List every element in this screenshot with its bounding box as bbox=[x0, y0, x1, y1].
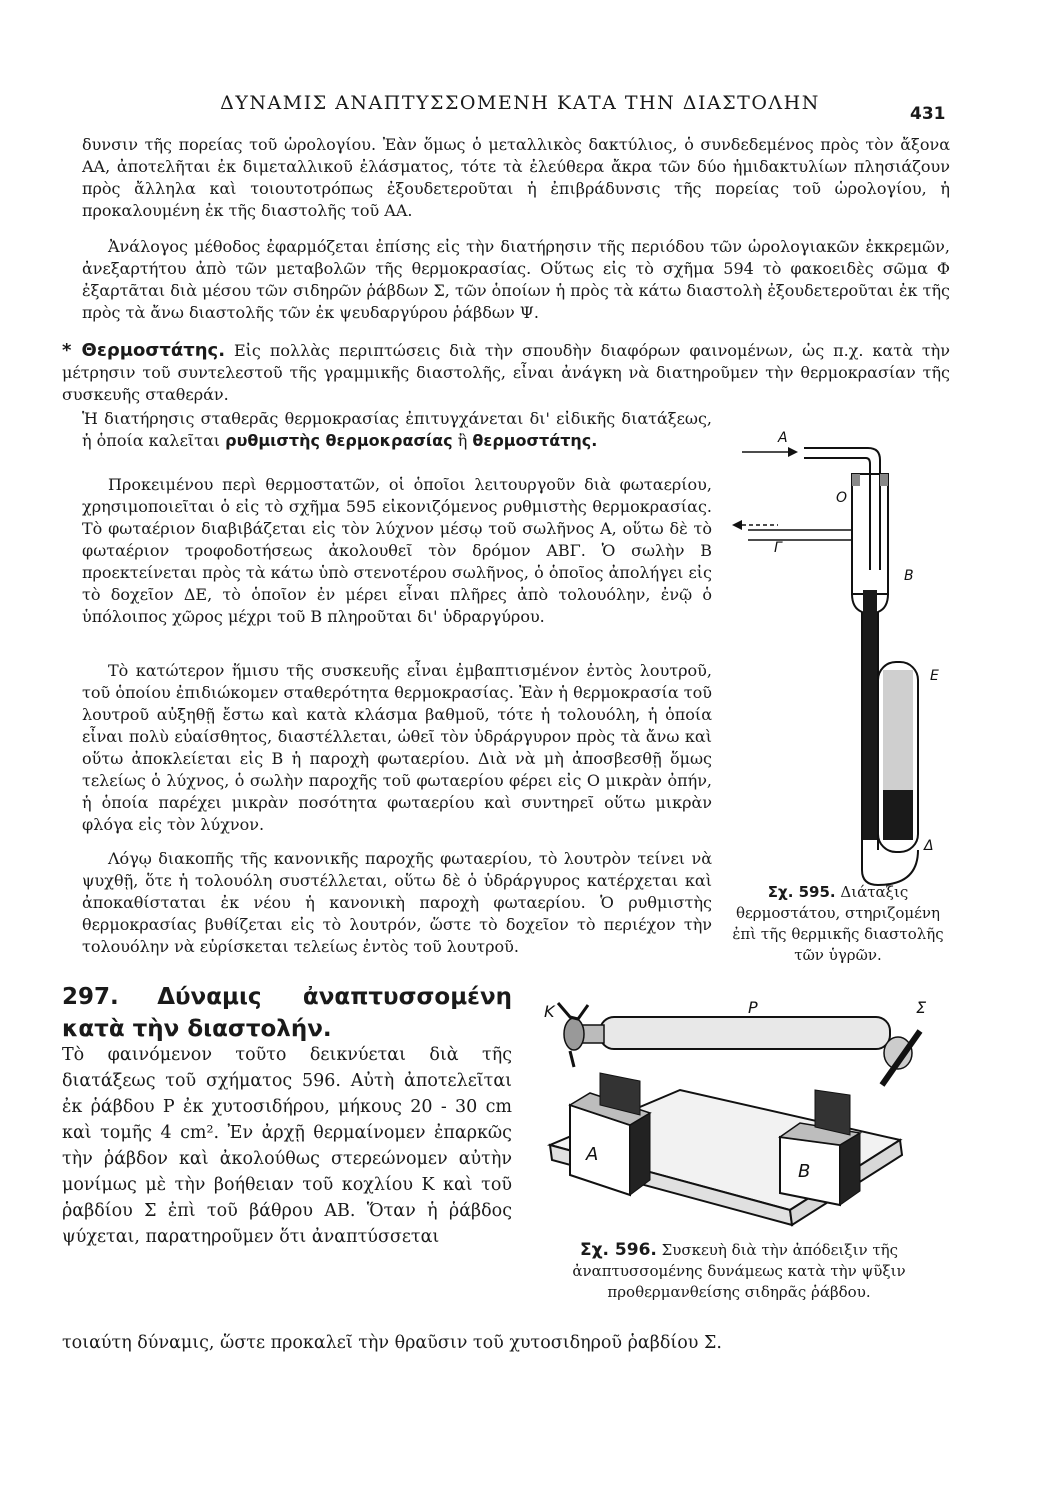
label-A: A bbox=[778, 430, 788, 446]
paragraph-thermostat-intro bbox=[62, 340, 950, 406]
paragraph-bath: Τὸ κατώτερον ἥμισυ τῆς συσκευῆς εἶναι ἐμβαπτισμένον ἐντὸς λουτροῦ, τοῦ ὁποίου ἐπιδιώκομεν σταθερότητα θερμοκρασίας. Ἐὰν ἡ θερμοκρασία τοῦ λουτροῦ αὐξηθῇ ἔστω καὶ κατὰ κλάσμα βαθμοῦ, τότε ἡ τολουόλη, ἡ ὁποία εἶναι πολὺ εὐαίσθητος, διαστέλλεται, ὠθεῖ τὸν ὑδράργυρον πρὸς τὰ ἄνω καὶ οὕτω ἀποκλείεται εἰς Β ἡ παροχὴ φωταερίου. Διὰ νὰ μὴ ἀποσβεσθῇ ὅμως τελείως ὁ λύχνος, ὁ σωλὴν παροχῆς τοῦ φωταερίου φέρει εἰς Ο μικρὰν ὀπήν, ἡ ὁποία παρέχει μικρὰν ποσότητα φωταερίου καὶ συντηρεῖ οὕτω μικρὰν φλόγα εἰς τὸν λύχνον. bbox=[82, 661, 712, 834]
caption-595-label: Σχ. 595. bbox=[767, 883, 836, 901]
term-thermostat: θερμοστάτης. bbox=[472, 431, 598, 450]
screw-K-wing-lower bbox=[570, 1051, 574, 1067]
paragraph-clock-intro: δυνσιν τῆς πορείας τοῦ ὡρολογίου. Ἐὰν ὅμως ὁ μεταλλικὸς δακτύλιος, ὁ συνδεδεμένος πρὸς τὸν ἄξονα ΑΑ, ἀποτελῆται ἐκ διμεταλλικοῦ ἐλάσματος, τότε τὰ ἐλεύθερα ἄκρα τῶν δύο ἡμιδακτυλίων πλησιάζουν πρὸς ἄλληλα καὶ τοιουτοτρόπως ἐξουδετεροῦται ἡ ἐπιβράδυνσις τῆς πορείας τοῦ ὡρολογίου, ἡ προκαλουμένη ἐκ τῆς διαστολῆς τοῦ ΑΑ. bbox=[82, 135, 950, 220]
mercury-tube-left bbox=[852, 594, 862, 870]
rod-P bbox=[600, 1017, 890, 1049]
inlet-arrowhead bbox=[788, 447, 798, 457]
paragraph-cooling: Λόγῳ διακοπῆς τῆς κανονικῆς παροχῆς φωταερίου, τὸ λουτρὸν τείνει νὰ ψυχθῇ, ὅτε ἡ τολουόλη συστέλλεται, οὕτω δὲ ὁ ὑδράργυρος κατέρχεται καὶ ἀποκαθίσταται ἐκ νέου ἡ κανονικὴ παροχὴ φωταερίου. Ὁ ρυθμιστὴς θερμοκρασίας βυθίζεται εἰς τὸ λουτρόν, ὥστε τὸ δοχεῖον τὸ περιέχον τὴν τολουόλην νὰ εὑρίσκεται τελείως ἐντὸς τοῦ λουτροῦ. bbox=[82, 849, 712, 956]
block-A-side bbox=[630, 1113, 650, 1195]
caption-fig-595 bbox=[728, 882, 948, 966]
thermostat-intro-text: Εἰς πολλὰς περιπτώσεις διὰ τὴν σπουδὴν διαφόρων φαινομένων, ὡς π.χ. κατὰ τὴν μέτρησιν τοῦ συντελεστοῦ τῆς γραμμικῆς διαστολῆς, εἶναι ἀνάγκη νὰ διατηροῦμεν τὴν θερμοκρασίαν τῆς συσκευῆς σταθεράν. bbox=[62, 341, 950, 404]
screw-K-nut bbox=[564, 1018, 584, 1050]
mercury-column bbox=[863, 590, 877, 840]
section-title: Δύναμις ἀναπτυσσομένη κατὰ τὴν διαστολήν. bbox=[62, 984, 512, 1042]
label-block-A: A bbox=[586, 1144, 599, 1165]
label-block-B: B bbox=[798, 1161, 811, 1182]
paragraph-section-297: Τὸ φαινόμενον τοῦτο δεικνύεται διὰ τῆς διατάξεως τοῦ σχήματος 596. Αὐτὴ ἀποτελεῖται ἐκ ῥάβδου Ρ ἐκ χυτοσιδήρου, μήκους 20 - 30 cm καὶ τομῆς 4 cm². Ἐν ἀρχῇ θερμαίνομεν ἐπαρκῶς τὴν ῥάβδον καὶ ἀκολούθως στερεώνομεν αὐτὴν μονίμως μὲ τὴν βοήθειαν τοῦ κοχλίου Κ καὶ τοῦ ῥαβδίου Σ ἐπὶ τοῦ βάθρου ΑΒ. Ὅταν ἡ ῥάβδος ψύχεται, παρατηροῦμεν ὅτι ἀναπτύσσεται bbox=[62, 1045, 512, 1247]
block-B-rear bbox=[815, 1090, 850, 1135]
figure-595-thermostat bbox=[728, 430, 968, 890]
thermostat-definition-text: Ἡ διατήρησις σταθερᾶς θερμοκρασίας ἐπιτυγχάνεται δι' εἰδικῆς διατάξεως, ἡ ὁποία καλεῖται bbox=[82, 409, 712, 450]
caption-596-label: Σχ. 596. bbox=[579, 1240, 657, 1260]
seal-right bbox=[880, 474, 888, 486]
caption-596-text: Συσκευὴ διὰ τὴν ἀπόδειξιν τῆς ἀναπτυσσομένης δυνάμεως κατὰ τὴν ψῦξιν προθερμανθείσης σιδηρᾶς ῥάβδου. bbox=[572, 1241, 906, 1301]
toluene-fill bbox=[883, 670, 913, 790]
label-G: Γ bbox=[774, 540, 782, 556]
figure-596-apparatus bbox=[530, 995, 950, 1235]
label-E: E bbox=[930, 668, 939, 684]
paragraph-thermostat-definition bbox=[82, 408, 712, 452]
term-or: ἢ bbox=[457, 431, 468, 450]
term-regulator: ρυθμιστὴς θερμοκρασίας bbox=[225, 431, 453, 450]
thermostat-heading: * Θερμοστάτης. bbox=[62, 340, 226, 361]
label-O: O bbox=[836, 490, 848, 506]
paragraph-section-297-last: τοιαύτη δύναμις, ὥστε προκαλεῖ τὴν θραῦσιν τοῦ χυτοσιδηροῦ ῥαβδίου Σ. bbox=[62, 1333, 722, 1353]
vessel-bottom bbox=[862, 850, 918, 885]
mercury-in-vessel bbox=[883, 790, 913, 840]
label-P: P bbox=[748, 998, 758, 1017]
paragraph-pendulum: Ἀνάλογος μέθοδος ἐφαρμόζεται ἐπίσης εἰς τὴν διατήρησιν τῆς περιόδου τῶν ὡρολογιακῶν ἐκκρεμῶν, ἀνεξαρτήτου ἀπὸ τῶν μεταβολῶν τῆς θερμοκρασίας. Οὕτως εἰς τὸ σχῆμα 594 τὸ φακοειδὲς σῶμα Φ ἐξαρτᾶται διὰ μέσου τῶν σιδηρῶν ῥάβδων Σ, τῶν ὁποίων ἡ πρὸς τὰ κάτω διαστολὴ ἐξουδετεροῦται ἐκ τῆς πρὸς τὰ ἄνω διαστολῆς τῶν ἐκ ψευδαργύρου ῥάβδων Ψ. bbox=[82, 237, 950, 322]
tube-a-outer bbox=[804, 448, 880, 570]
label-S: Σ bbox=[916, 998, 927, 1017]
caption-595-text: Διάταξις θερμοστάτου, στηριζομένη ἐπὶ τῆς θερμικῆς διαστολῆς τῶν ὑγρῶν. bbox=[732, 883, 944, 964]
seal-left bbox=[852, 474, 860, 486]
label-B: B bbox=[904, 568, 914, 584]
label-K: K bbox=[544, 1002, 555, 1021]
label-D: Δ bbox=[924, 838, 934, 854]
outlet-arrowhead bbox=[732, 520, 742, 530]
caption-fig-596 bbox=[538, 1240, 940, 1303]
paragraph-gas-thermostat: Προκειμένου περὶ θερμοστατῶν, οἱ ὁποῖοι λειτουργοῦν διὰ φωταερίου, χρησιμοποιεῖται ὁ εἰς τὸ σχῆμα 595 εἰκονιζόμενος ρυθμιστὴς θερμοκρασίας. Τὸ φωταέριον διαβιβάζεται εἰς τὸν λύχνον μέσῳ τοῦ σωλῆνος Α, οὕτω δὲ τὸ φωταέριον τροφοδοτήσεως ἀκολουθεῖ τὸν δρόμον ΑΒΓ. Ὁ σωλὴν Β προεκτείνεται πρὸς τὰ κάτω ὑπὸ στενοτέρου σωλῆνος, ὁ ὁποῖος ἀπολήγει εἰς τὸ δοχεῖον ΔΕ, τὸ ὁποῖον ἐν μέρει εἶναι πλῆρες ἀπὸ τολουόλην, ἐνῷ ὁ ὑπόλοιπος χῶρος μέχρι τοῦ Β πληροῦται δι' ὑδραργύρου. bbox=[82, 475, 712, 626]
section-number: 297. bbox=[62, 984, 119, 1010]
section-297-heading bbox=[62, 982, 512, 1046]
page-number: 431 bbox=[910, 104, 946, 124]
screw-K-wings bbox=[558, 1003, 588, 1019]
running-title: ΔΥΝΑΜΙΣ ΑΝΑΠΤΥΣΣΟΜΕΝΗ ΚΑΤΑ ΤΗΝ ΔΙΑΣΤΟΛΗΝ bbox=[220, 92, 820, 114]
